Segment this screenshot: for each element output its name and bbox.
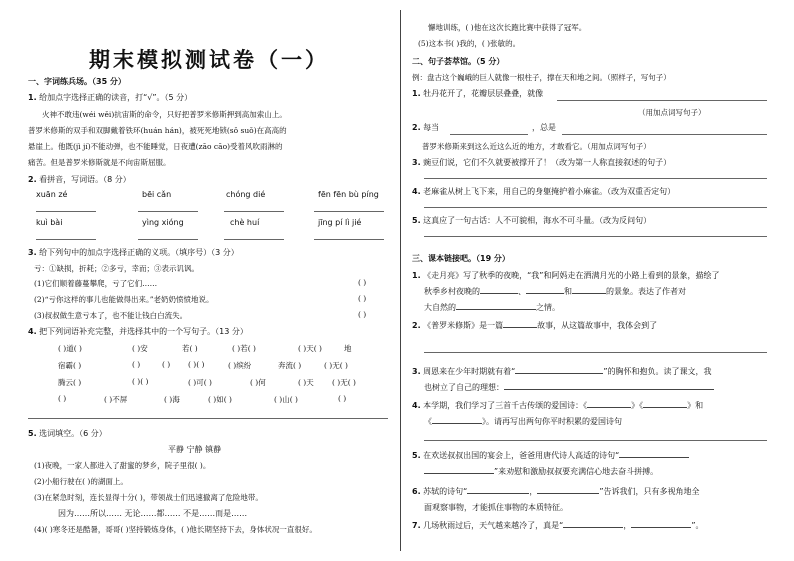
text-part: 》《 [631,401,644,410]
word-cell[interactable]: 若( ) [182,344,198,353]
answer-line[interactable] [424,207,767,208]
item-mid-text: ，总是 [532,123,556,132]
item-text: 牡丹花开了，花瓣层层叠叠，就像 [423,89,544,98]
question-text: 把下列词语补充完整，并选择其中的一个写句子。（13 分） [39,327,248,336]
question-5 [28,428,107,439]
item-number: 1. [412,271,421,280]
item-k6 [412,486,699,497]
item-number: 7. [412,521,421,530]
question-1 [28,92,192,103]
section-2-heading: 二、句子荟萃馆。（5 分） [412,57,505,66]
answer-line[interactable] [562,134,767,135]
text-part: ”来劝慰和激励叔叔要充满信心地去奋斗拼搏。 [494,467,659,476]
answer-line[interactable] [424,440,767,441]
passage-line: 普罗米修斯的双手和双脚戴着铁环(huán hán)，被死死地锁(sǒ suǒ)在高高的 [28,126,287,135]
question-3 [28,247,239,258]
pinyin: chóng dié [226,190,266,199]
item-2 [412,122,439,133]
question-4 [28,326,248,337]
answer-line[interactable] [28,418,388,419]
answer-box[interactable] [314,211,384,212]
item-number: 4. [412,401,421,410]
text-part: 故事，从这篇故事中，我体会到了 [537,321,658,330]
answer-line[interactable] [450,134,528,135]
blank[interactable] [537,493,599,494]
text-part: 之情。 [536,303,560,312]
word-cell[interactable]: ( )缤纷 [228,361,252,370]
text-part: 在欢送叔叔出国的宴会上，爸爸用唐代诗人高适的诗句“ [423,451,620,460]
item-k2 [412,320,657,331]
item-number: 1. [412,89,421,98]
item-text [424,382,714,393]
blank[interactable] [432,423,482,424]
item-5 [412,215,651,226]
blank[interactable] [503,327,537,328]
item-k5 [412,450,689,461]
question-2 [28,174,131,185]
passage-line: 悬崖上。他既(jì jí)不能动弹，也不能睡觉，日夜遭(zāo cāo)受着风吹雨淋的 [28,142,283,151]
blank[interactable] [572,293,606,294]
text-part: ”告诉我们，只有多视角地全 [599,487,700,496]
item-4 [412,186,675,197]
word-cell[interactable]: ( )天 [298,378,314,387]
passage-line: 痛苦。但是普罗米修斯就是不向宙斯屈服。 [28,158,171,167]
text-part: 《普罗米修斯》是一篇 [423,321,504,330]
sentence: (1)它们顺着藤蔓攀爬，亏了它们…… [34,279,158,288]
answer-line[interactable] [424,178,767,179]
answer-box[interactable] [224,239,284,240]
question-number: 1. [28,93,37,102]
text-part: ， [623,521,632,530]
text-part: 几场秋雨过后，天气越来越冷了，真是“ [423,521,564,530]
item-number: 3. [412,158,421,167]
question-number: 5. [28,429,37,438]
word-cell[interactable]: ( )( ) [132,377,149,386]
word-cell[interactable]: ( )天( ) [298,344,322,353]
pinyin: xuān zé [36,190,68,199]
item-number: 4. [412,187,421,196]
word-cell[interactable]: ( ) [132,360,141,369]
answer-paren[interactable]: ( ) [358,310,367,319]
answer-box[interactable] [36,239,96,240]
continued-line: 懈地训练，( )他在这次长跑比赛中获得了冠军。 [428,23,587,32]
item-number: 5. [412,216,421,225]
word-cell[interactable]: ( )山( ) [274,395,298,404]
question-number: 4. [28,327,37,336]
word-cell[interactable]: ( ) [338,394,347,403]
item-text [424,416,622,427]
answer-line[interactable] [424,352,767,353]
page-title: 期末模拟测试卷（一） [89,48,329,72]
continued-line: (5)这本书( )我的，( )张敏的。 [418,39,521,48]
text-part: 苏轼的诗句“ [423,487,468,496]
section-3-heading: 三、课本链接吧。（19 分） [412,254,510,263]
answer-paren[interactable]: ( ) [358,294,367,303]
answer-box[interactable] [224,211,284,212]
word-cell[interactable]: ( )无( ) [324,361,348,370]
definition: 亏：①缺损，折耗；②多亏，幸而；③表示讥讽。 [34,264,199,273]
item-text [424,466,658,477]
blank[interactable] [643,407,687,408]
text-part: 的景象。表达了作者对 [606,287,686,296]
answer-line[interactable] [424,236,767,237]
text-part: ”的胸怀和抱负。读了课文，我 [603,367,712,376]
blank[interactable] [504,389,714,390]
question-number: 2. [28,175,37,184]
item-text: 《走月亮》写了秋季的夜晚，“我”和阿妈走在洒满月光的小路上看到的景象，描绘了 [423,271,720,280]
word-choices: 平静 宁静 镇静 [168,445,222,454]
blank[interactable] [563,527,623,528]
text-part: 大自然的 [424,303,456,312]
passage-line: 火神不敢违(wéi wěi)抗宙斯的命令，只好把普罗米修斯押到高加索山上。 [42,110,287,119]
answer-paren[interactable]: ( ) [358,278,367,287]
example: 例：盘古这个巍峨的巨人就像一根柱子，撑在天和地之间。（照样子，写句子） [412,73,671,82]
blank[interactable] [587,407,631,408]
blank[interactable] [631,527,691,528]
text-part: ， [529,487,538,496]
item-text [424,286,686,297]
blank[interactable] [619,457,689,458]
question-text: 给下列句中的加点字选择正确的义项。（填序号）（3 分） [39,248,239,257]
section-1-heading: 一、字词练兵场。（35 分） [28,77,126,86]
item-text: 这真应了一句古话：人不可貌相，海水不可斗量。（改为反问句） [423,216,652,225]
answer-box[interactable] [138,239,198,240]
word-cell[interactable]: ( )安 [132,344,148,353]
answer-line[interactable] [557,100,767,101]
blank[interactable] [424,473,494,474]
item-number: 6. [412,487,421,496]
blank[interactable] [526,293,564,294]
conjunction-choices: 因为……所以…… 无论……都…… 不是……而是…… [58,509,248,518]
word-cell[interactable]: ( )可( ) [188,378,212,387]
word-cell[interactable]: ( )如( ) [208,395,232,404]
word-cell[interactable]: ( )不屏 [104,395,128,404]
word-cell[interactable]: ( )无( ) [332,378,356,387]
answer-box[interactable] [36,211,96,212]
item-text: 老麻雀从树上飞下来，用自己的身躯掩护着小麻雀。（改为双重否定句） [423,187,676,196]
answer-box[interactable] [314,239,384,240]
item-text: 豌豆们说，它们不久就要被撑开了！（改为第一人称直接叙述的句子） [423,158,672,167]
text-part: 秋季乡村夜晚的 [424,287,480,296]
question-text: 选词填空。（6 分） [39,429,107,438]
item-k4 [412,400,703,411]
column-divider [400,10,401,551]
word-cell[interactable]: ( )( ) [188,360,205,369]
pinyin: yìng xióng [142,218,184,227]
word-cell[interactable]: 奔流( ) [278,361,302,370]
sentence: (3)在紧急时刻，连长显得十分( )，带领战士们迅速撤离了危险地带。 [34,493,263,502]
hint: （用加点词写句子） [638,108,706,117]
text-part: 本学期，我们学习了三首千古传颂的爱国诗：《 [423,401,588,410]
word-cell[interactable]: ( ) [58,394,67,403]
text-part: 周恩来在少年时期就有着“ [423,367,516,376]
question-text: 给加点字选择正确的读音，打“√”。（5 分） [39,93,193,102]
blank[interactable] [456,309,536,310]
item-number: 5. [412,451,421,460]
text-part: 》。请再写出两句你平时积累的爱国诗句 [482,417,622,426]
item-number: 2. [412,321,421,330]
blank[interactable] [515,373,603,374]
text-part: ”。 [691,521,704,530]
pinyin: jīng pí lì jié [318,218,362,227]
item-k1 [412,270,719,281]
text-part: 和 [564,287,572,296]
sentence: (4)( )寒冬还是酷暑，哥哥( )坚持锻炼身体，( )他长期坚持下去，身体状况一直很好。 [34,525,317,534]
left-column [28,0,390,561]
sentence: (1)夜晚，一家人都进入了甜蜜的梦乡，院子里很( )。 [34,461,211,470]
word-cell[interactable]: ( )道( ) [58,344,82,353]
item-k7 [412,520,703,531]
word-cell[interactable]: 腾云( ) [58,378,82,387]
sentence: (3)叔叔做生意亏本了，也不能让钱白白流失。 [34,311,188,320]
text-part: 、 [518,287,526,296]
question-number: 3. [28,248,37,257]
item-number: 2. [412,123,421,132]
word-cell[interactable]: ( )若( ) [232,344,256,353]
item-3 [412,157,671,168]
blank[interactable] [467,493,529,494]
question-text: 看拼音，写词语。（8 分） [39,175,131,184]
text-part: 《 [424,417,432,426]
text-part: 也树立了自己的理想： [424,383,504,392]
item-text [424,302,560,313]
item-k3 [412,366,711,377]
pinyin: kuì bài [36,218,63,227]
item-number: 3. [412,367,421,376]
word-cell[interactable]: 宿霸( ) [58,361,82,370]
pinyin: chè huí [230,218,260,227]
pinyin: bēi cǎn [142,190,172,199]
item-1 [412,88,543,99]
item-text: 面观察事物，才能抓住事物的本质特征。 [424,503,568,512]
word-cell[interactable]: ( ) [162,360,171,369]
word-cell: 地 [344,344,352,353]
text-part: 》和 [687,401,704,410]
sentence: (2)小船行驶在( )的湖面上。 [34,477,128,486]
blank[interactable] [480,293,518,294]
word-cell[interactable]: ( )海 [164,395,180,404]
item-text: 每当 [423,123,440,132]
hint: 普罗米修斯来到这么近这么近的地方，才敢看它。（用加点词写句子） [422,142,651,151]
answer-box[interactable] [138,211,198,212]
sentence: (2)“亏你这样的事儿也能做得出来。”老奶奶愤愤地说。 [34,295,214,304]
right-column [412,0,774,561]
pinyin: fēn fēn bù píng [318,190,379,199]
word-cell[interactable]: ( )何 [250,378,266,387]
